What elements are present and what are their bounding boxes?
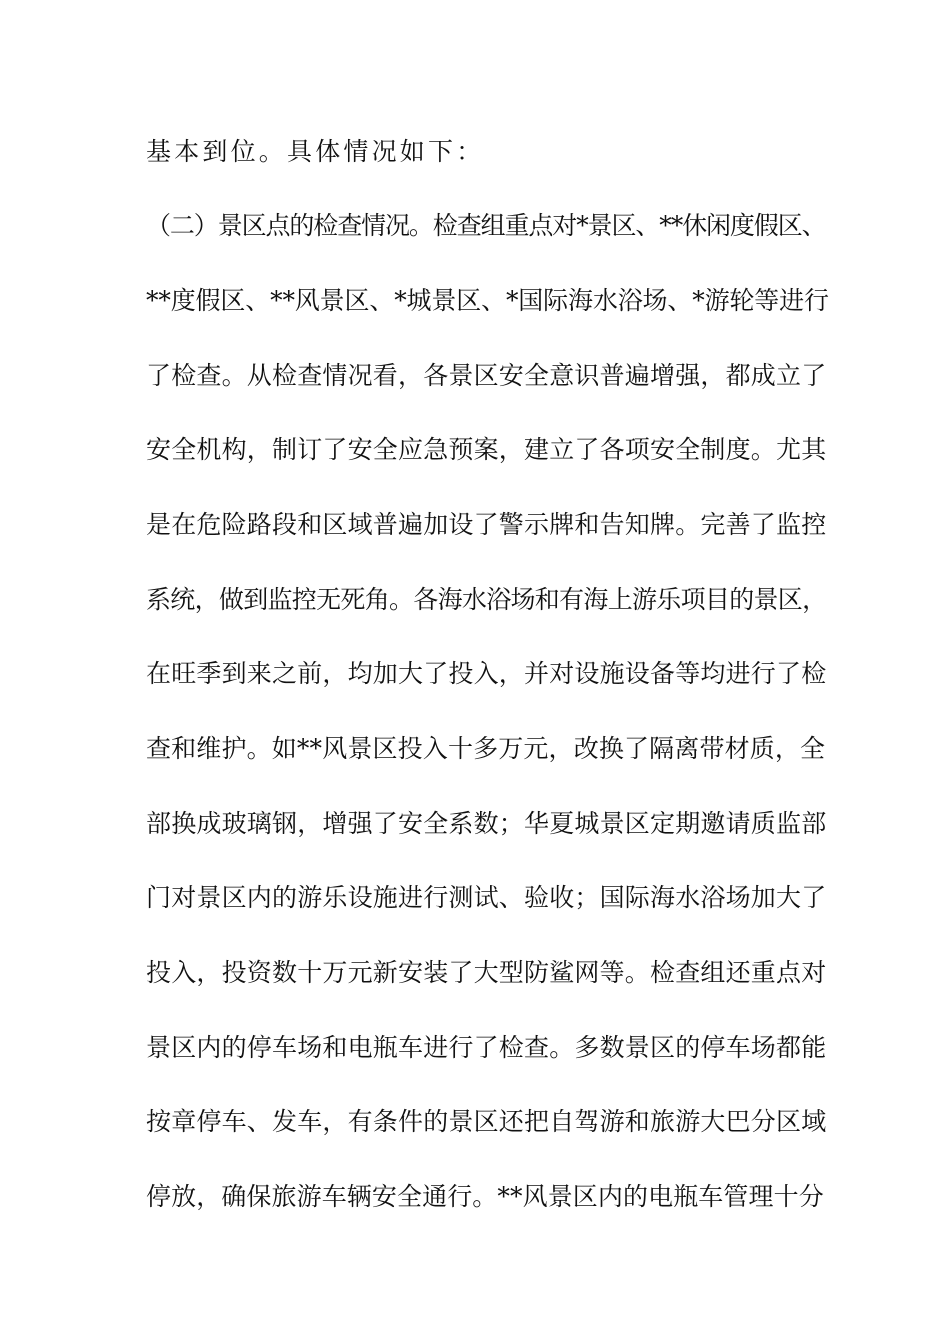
- text-line: 门对景区内的游乐设施进行测试、验收；国际海水浴场加大了: [146, 883, 827, 912]
- section-heading-line: （二）景区点的检查情况。检查组重点对*景区、**休闲度假区、: [146, 211, 826, 240]
- text-line: 停放，确保旅游车辆安全通行。**风景区内的电瓶车管理十分: [146, 1182, 824, 1211]
- text-line: 在旺季到来之前，均加大了投入，并对设施设备等均进行了检: [146, 659, 827, 688]
- text-line: 基本到位。具体情况如下：: [146, 137, 485, 166]
- text-line: 景区内的停车场和电瓶车进行了检查。多数景区的停车场都能: [146, 1033, 827, 1062]
- text-line: 部换成玻璃钢，增强了安全系数；华夏城景区定期邀请质监部: [146, 809, 827, 838]
- text-line: **度假区、**风景区、*城景区、*国际海水浴场、*游轮等进行: [146, 286, 829, 315]
- text-line: 查和维护。如**风景区投入十多万元，改换了隔离带材质，全: [146, 734, 826, 763]
- text-line: 投入，投资数十万元新安装了大型防鲨网等。检查组还重点对: [146, 958, 827, 987]
- text-line: 了检查。从检查情况看，各景区安全意识普遍增强，都成立了: [146, 361, 827, 390]
- text-line: 系统，做到监控无死角。各海水浴场和有海上游乐项目的景区，: [146, 585, 827, 614]
- text-line: 是在危险路段和区域普遍加设了警示牌和告知牌。完善了监控: [146, 510, 827, 539]
- text-line: 安全机构，制订了安全应急预案，建立了各项安全制度。尤其: [146, 435, 827, 464]
- text-line: 按章停车、发车，有条件的景区还把自驾游和旅游大巴分区域: [146, 1107, 827, 1136]
